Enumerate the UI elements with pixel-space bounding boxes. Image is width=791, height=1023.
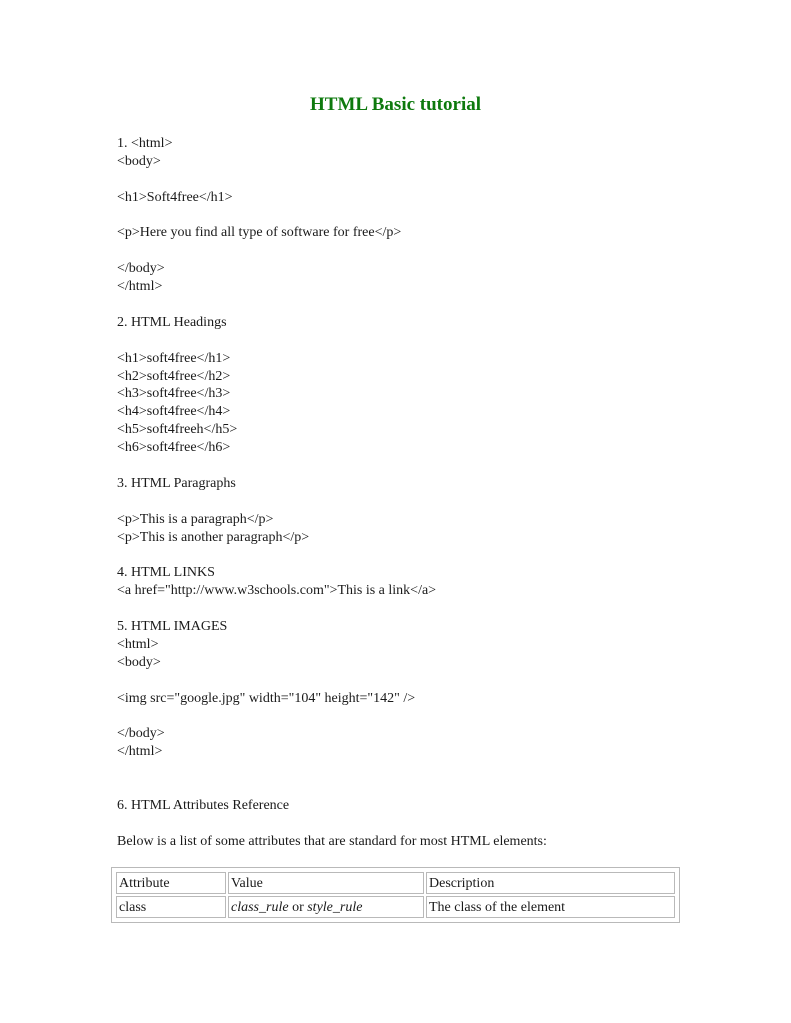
section-4-code: [117, 582, 717, 600]
code-line: <h1>Soft4free</h1>: [117, 189, 233, 205]
section-3-code: [117, 511, 717, 547]
blank-line: [117, 207, 717, 225]
section-3-heading: 3. HTML Paragraphs: [117, 475, 236, 491]
code-line: <a href="http://www.w3schools.com">This is a link</a>: [117, 583, 437, 599]
section-5-code: [117, 636, 717, 761]
table-header-cell: Value: [228, 872, 424, 894]
blank-line: [117, 296, 717, 314]
section-2-heading: 2. HTML Headings: [117, 314, 227, 330]
blank-line: [117, 457, 717, 475]
code-line: <h6>soft4free</h6>: [117, 440, 231, 456]
blank-line: [117, 546, 717, 564]
code-line: <p>This is a paragraph</p>: [117, 511, 274, 527]
code-line: <h2>soft4free</h2>: [117, 368, 231, 384]
code-line: <h5>soft4freeh</h5>: [117, 422, 238, 438]
value-style-rule: style_rule: [307, 899, 363, 915]
attributes-table: [114, 870, 677, 920]
code-line: <p>Here you find all type of software for free</p>: [117, 225, 402, 241]
value-joiner: or: [288, 899, 308, 915]
table-row: [116, 896, 675, 918]
table-cell-description: The class of the element: [426, 896, 675, 918]
blank-line: [117, 493, 717, 511]
code-line: </html>: [117, 279, 163, 295]
code-line: </html>: [117, 744, 163, 760]
table-header-cell: Description: [426, 872, 675, 894]
page-title: HTML Basic tutorial: [310, 94, 481, 115]
code-line: </body>: [117, 261, 165, 277]
code-line: <p>This is another paragraph</p>: [117, 529, 310, 545]
blank-line: [117, 815, 717, 833]
tutorial-content: [117, 135, 717, 851]
code-line: <h1>soft4free</h1>: [117, 350, 231, 366]
code-line: 1. <html>: [117, 136, 173, 151]
table-header-row: [116, 872, 675, 894]
blank-line: [117, 242, 717, 260]
section-6-heading: 6. HTML Attributes Reference: [117, 797, 290, 813]
blank-line: [117, 672, 717, 690]
attributes-table-frame: [111, 867, 680, 923]
blank-line: [117, 761, 717, 779]
code-line: <body>: [117, 153, 161, 169]
code-line: <html>: [117, 636, 159, 652]
section-6-intro: Below is a list of some attributes that are standard for most HTML elements:: [117, 833, 547, 849]
value-class-rule: class_rule: [231, 899, 289, 915]
section-1-code: [117, 135, 717, 296]
code-line: <img src="google.jpg" width="104" height="142" />: [117, 690, 416, 706]
blank-line: [117, 708, 717, 726]
code-line: <body>: [117, 654, 161, 670]
table-cell-value: [228, 896, 424, 918]
code-line: <h3>soft4free</h3>: [117, 386, 231, 402]
blank-line: [117, 779, 717, 797]
code-line: <h4>soft4free</h4>: [117, 404, 231, 420]
blank-line: [117, 332, 717, 350]
section-2-code: [117, 350, 717, 457]
table-cell-attribute: class: [116, 896, 226, 918]
section-4-heading: 4. HTML LINKS: [117, 565, 215, 581]
code-line: </body>: [117, 726, 165, 742]
table-header-cell: Attribute: [116, 872, 226, 894]
section-5-heading: 5. HTML IMAGES: [117, 619, 228, 635]
blank-line: [117, 171, 717, 189]
blank-line: [117, 600, 717, 618]
